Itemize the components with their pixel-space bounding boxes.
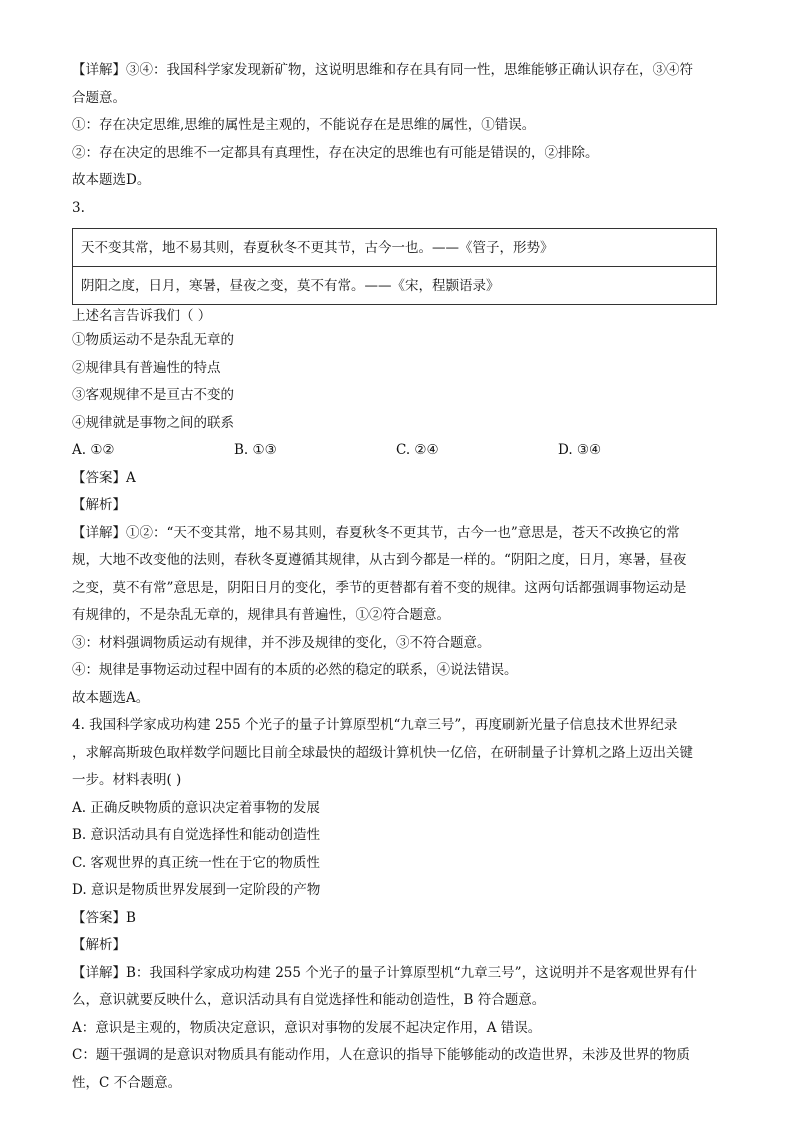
quote-table xyxy=(72,228,717,305)
page-content xyxy=(72,57,722,1097)
q2-detail xyxy=(72,57,722,195)
statement-item: ③客观规律不是亘古不变的 xyxy=(72,387,234,403)
statement-item: ④规律就是事物之间的联系 xyxy=(72,414,234,431)
question-3 xyxy=(72,195,722,713)
detail-line: 之变，莫不有常”意思是，阴阳日月的变化，季节的更替都有着不变的规律。这两句话都强调事物运动是 xyxy=(72,579,687,596)
option-d: D. ③④ xyxy=(558,442,602,458)
option-b: B. ①③ xyxy=(234,442,277,458)
answer-label: 【答案】B xyxy=(72,909,136,926)
quote-cell: 天不变其常，地不易其则，春夏秋冬不更其节，古今一也。——《管子，形势》 xyxy=(73,229,717,267)
statement-item: ②规律具有普遍性的特点 xyxy=(72,359,221,376)
analysis-label: 【解析】 xyxy=(72,937,126,953)
option-a: A. 正确反映物质的意识决定着事物的发展 xyxy=(72,799,320,816)
detail-line: 【详解】B：我国科学家成功构建 255 个光子的量子计算原型机“九章三号”，这说明并不是客观世界有什 xyxy=(72,964,698,981)
option-b: B. 意识活动具有自觉选择性和能动创造性 xyxy=(72,827,321,843)
question-4 xyxy=(72,712,722,1097)
q2-detail-line: ①：存在决定思维,思维的属性是主观的，不能说存在是思维的属性，①错误。 xyxy=(72,117,536,133)
option-d: D. 意识是物质世界发展到一定阶段的产物 xyxy=(72,882,321,898)
option-c: C. 客观世界的真正统一性在于它的物质性 xyxy=(72,854,320,871)
question-number: 3. xyxy=(72,199,85,216)
question-stem-line: ，求解高斯玻色取样数学问题比目前全球最快的超级计算机快一亿倍，在研制量子计算机之路上迈出关键 xyxy=(72,744,693,761)
q2-detail-line: 合题意。 xyxy=(72,89,126,106)
detail-line: 性，C 不合题意。 xyxy=(72,1074,182,1091)
detail-line: 规，大地不改变他的法则，春秋冬夏遵循其规律，从古到今都是一样的。“阴阳之度，日月，寒暑，昼夜 xyxy=(72,552,687,568)
conclusion-line: 故本题选A。 xyxy=(72,689,150,706)
detail-line: ③：材料强调物质运动有规律，并不涉及规律的变化，③不符合题意。 xyxy=(72,634,491,651)
detail-line: 【详解】①②：“天不变其常，地不易其则，春夏秋冬不更其节，古今一也”意思是，苍天不改换它的常 xyxy=(72,524,680,541)
statement-item: ①物质运动不是杂乱无章的 xyxy=(72,332,234,348)
detail-line: A：意识是主观的，物质决定意识，意识对事物的发展不起决定作用，A 错误。 xyxy=(72,1019,542,1036)
q2-conclusion: 故本题选D。 xyxy=(72,172,151,188)
q2-detail-line: 【详解】③④：我国科学家发现新矿物，这说明思维和存在具有同一性，思维能够正确认识存在，③④符 xyxy=(72,62,693,78)
quote-cell: 阴阳之度，日月，寒暑，昼夜之变，莫不有常。——《宋，程颢语录》 xyxy=(73,267,717,305)
option-a: A. ①② xyxy=(72,442,115,458)
option-c: C. ②④ xyxy=(396,442,439,458)
question-stem: 上述名言告诉我们（ ） xyxy=(72,308,212,324)
question-stem-line: 4. 我国科学家成功构建 255 个光子的量子计算原型机“九章三号”，再度刷新光量子信息技术世界纪录 xyxy=(72,717,678,733)
detail-line: C：题干强调的是意识对物质具有能动作用，人在意识的指导下能够能动的改造世界，未涉及世界的物质 xyxy=(72,1047,690,1063)
detail-line: 么，意识就要反映什么，意识活动具有自觉选择性和能动创造性，B 符合题意。 xyxy=(72,992,546,1008)
analysis-label: 【解析】 xyxy=(72,497,126,513)
q2-detail-line: ②：存在决定的思维不一定都具有真理性，存在决定的思维也有可能是错误的，②排除。 xyxy=(72,144,599,161)
detail-line: ④：规律是事物运动过程中固有的本质的必然的稳定的联系，④说法错误。 xyxy=(72,662,518,678)
detail-line: 有规律的，不是杂乱无章的，规律具有普遍性，①②符合题意。 xyxy=(72,607,450,623)
question-stem-line: 一步。材料表明( ) xyxy=(72,772,182,788)
answer-options xyxy=(72,437,722,465)
answer-label: 【答案】A xyxy=(72,469,136,486)
